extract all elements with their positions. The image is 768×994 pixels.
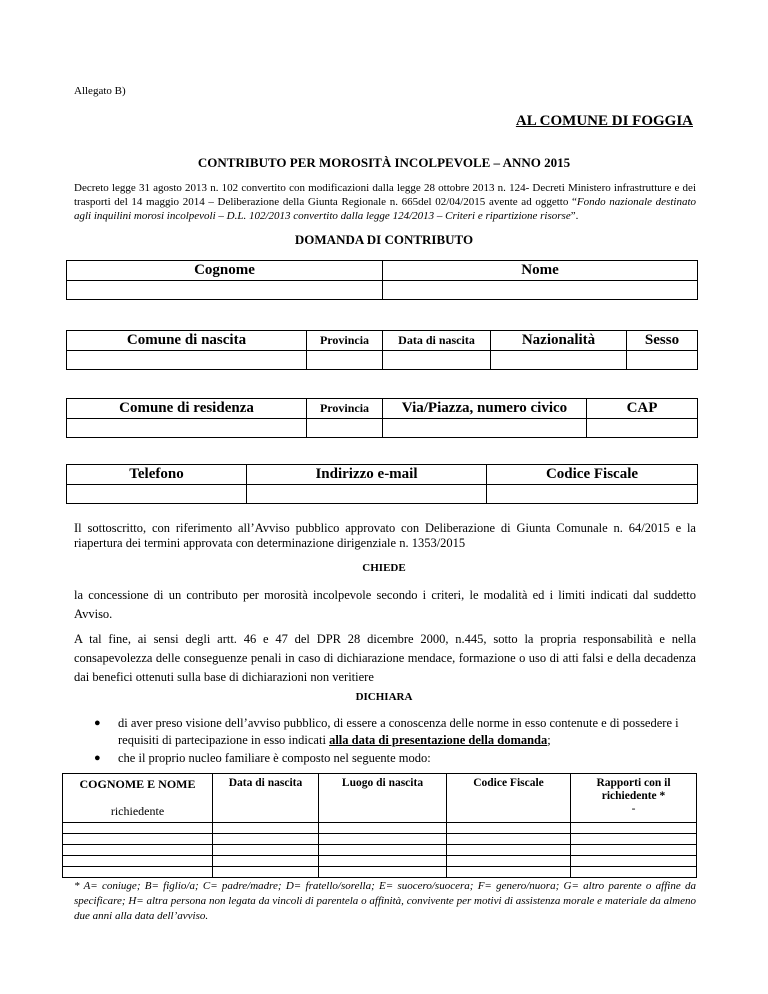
declaration-list: [92, 715, 698, 768]
table-row[interactable]: [63, 856, 697, 867]
nome-header: Nome: [383, 261, 698, 281]
chiede-paragraph: la concessione di un contributo per morosità incolpevole secondo i criteri, le modalità ed i limiti indicati dal suddetto Avviso.: [74, 588, 696, 621]
provincia-residenza-field[interactable]: [307, 419, 383, 438]
family-header-tax-code: Codice Fiscale: [447, 774, 571, 823]
sesso-field[interactable]: [627, 351, 698, 370]
cognome-header: Cognome: [67, 261, 383, 281]
comune-residenza-header: Comune di residenza: [67, 399, 307, 419]
nome-field[interactable]: [383, 281, 698, 300]
family-header-name: COGNOME E NOME richiedente: [63, 774, 213, 823]
richiedente-relationship: -: [631, 803, 636, 815]
birth-table: [66, 330, 698, 370]
table-row[interactable]: [63, 845, 697, 856]
declaration-item: ● che il proprio nucleo familiare è composto nel seguente modo:: [94, 751, 431, 765]
cap-header: CAP: [587, 399, 698, 419]
provincia-nascita-header: Provincia: [307, 331, 383, 351]
table-row[interactable]: [63, 867, 697, 878]
form-main-title: CONTRIBUTO PER MOROSITÀ INCOLPEVOLE – ANNO 2015: [197, 155, 571, 170]
bullet-icon: ●: [94, 717, 101, 729]
decree-reference: Decreto legge 31 agosto 2013 n. 102 convertito con modificazioni dalla legge 28 ottobre 2013 n. 124- Decreti Ministero infrastrutture e dei trasporti del 14 maggio 2014 – Deliberazione della Giunta Regionale n. 665del 02/04/2015 avente ad oggetto “Fondo nazionale destinato agli inquilini morosi incolpevoli – D.L. 102/2013 convertito dalla legge 124/2013 – Criteri e ripartizione risorse”.: [74, 182, 697, 222]
provincia-residenza-header: Provincia: [307, 399, 383, 419]
via-header: Via/Piazza, numero civico: [383, 399, 587, 419]
email-header: Indirizzo e-mail: [247, 465, 487, 485]
table-row[interactable]: [63, 823, 697, 834]
family-header-relationship: Rapporti con il richiedente * -: [571, 774, 697, 823]
cognome-field[interactable]: [67, 281, 383, 300]
comune-nascita-field[interactable]: [67, 351, 307, 370]
codice-fiscale-field[interactable]: [487, 485, 698, 504]
provincia-nascita-field[interactable]: [307, 351, 383, 370]
name-table: [66, 260, 698, 300]
chiede-heading: CHIEDE: [362, 562, 406, 574]
data-nascita-header: Data di nascita: [383, 331, 491, 351]
recipient-heading: AL COMUNE DI FOGGIA: [515, 113, 693, 129]
bullet-icon: ●: [94, 752, 101, 764]
codice-fiscale-header: Codice Fiscale: [487, 465, 698, 485]
form-title: DOMANDA DI CONTRIBUTO: [294, 232, 474, 247]
nazionalita-field[interactable]: [491, 351, 627, 370]
cap-field[interactable]: [587, 419, 698, 438]
via-field[interactable]: [383, 419, 587, 438]
contact-table: [66, 464, 698, 504]
dichiara-heading: DICHIARA: [355, 691, 413, 703]
declaration-item: ● di aver preso visione dell’avviso pubblico, di essere a conoscenza delle norme in esso contenute e di possedere i requisiti di partecipazione in esso indicati alla data di presentazione della domanda;: [94, 716, 679, 747]
telefono-header: Telefono: [67, 465, 247, 485]
relationship-legend: * A= coniuge; B= figlio/a; C= padre/madre; D= fratello/sorella; E= suocero/suocera; F= genero/nuora; G= altro parente o affine da specificare; H= altra persona non legata da vincoli di parentela o affinità, convivente per motivi di assistenza morale e materiale da almeno due anni alla data dell’avviso.: [74, 880, 696, 922]
richiedente-label: richiedente: [110, 804, 165, 818]
data-nascita-field[interactable]: [383, 351, 491, 370]
email-field[interactable]: [247, 485, 487, 504]
declaration-paragraph: A tal fine, ai sensi degli artt. 46 e 47 del DPR 28 dicembre 2000, n.445, sotto la propria responsabilità e nella consapevolezza delle conseguenze penali in caso di dichiarazione mendace, formazione o uso di atti falsi e della decadenza dai benefici ottenuti sulla base di dichiarazioni non veritiere: [74, 632, 696, 684]
telefono-field[interactable]: [67, 485, 247, 504]
intro-paragraph: Il sottoscritto, con riferimento all’Avviso pubblico approvato con Deliberazione di Giunta Comunale n. 64/2015 e la riapertura dei termini approvata con determinazione dirigenziale n. 1353/2015: [74, 521, 696, 550]
residence-table: [66, 398, 698, 438]
comune-residenza-field[interactable]: [67, 419, 307, 438]
nazionalita-header: Nazionalità: [491, 331, 627, 351]
family-table: [62, 773, 697, 878]
family-header-birthdate: Data di nascita: [213, 774, 319, 823]
sesso-header: Sesso: [627, 331, 698, 351]
comune-nascita-header: Comune di nascita: [67, 331, 307, 351]
table-row[interactable]: [63, 834, 697, 845]
family-header-birthplace: Luogo di nascita: [319, 774, 447, 823]
allegato-label: Allegato B): [74, 85, 126, 97]
